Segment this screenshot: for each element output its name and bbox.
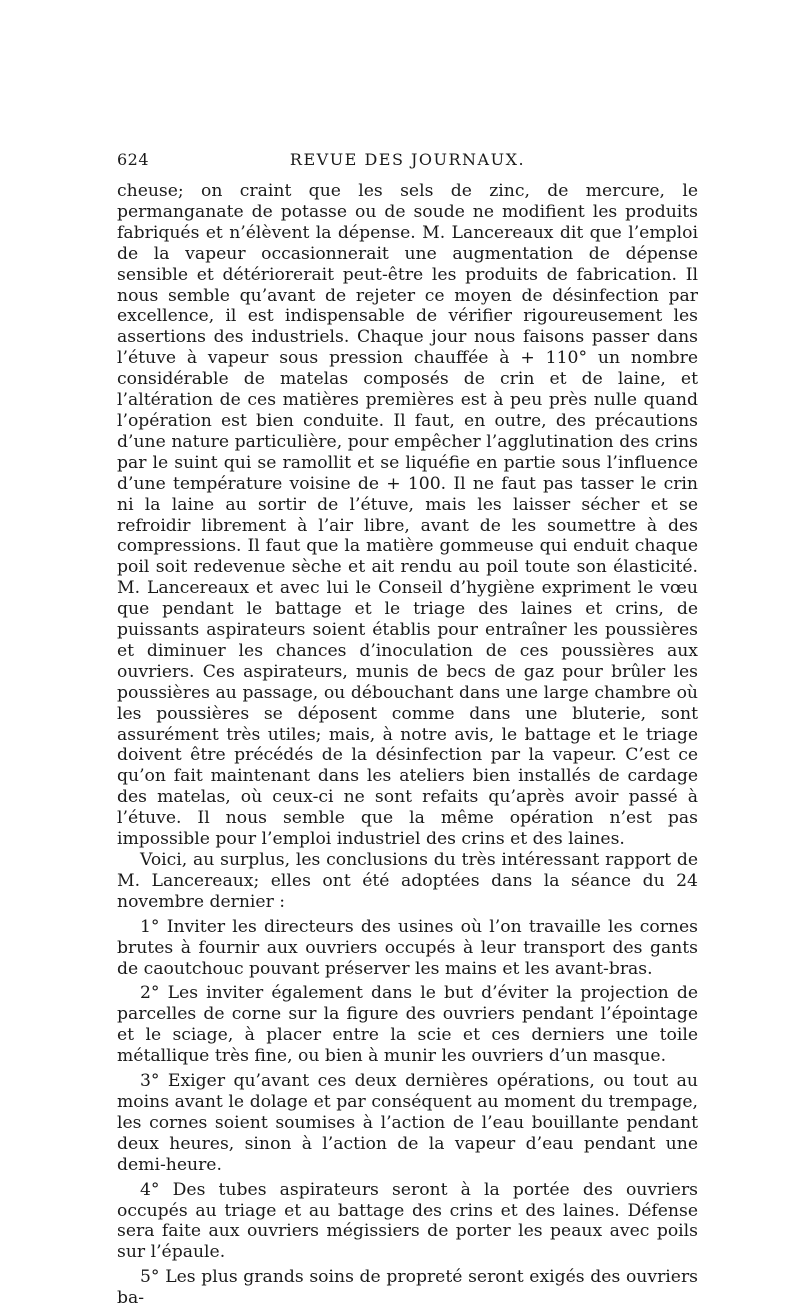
paragraph: cheuse; on craint que les sels de zinc, de mercure, le permanganate de potasse ou de soude ne modifient les produits fabriqués et n’élèvent la dépense. M. Lancereaux dit que l’emploi de la vapeur occasionnerait une augmentation de dépense sensible et détériorerait peut-être les produits de fabrication. Il nous semble qu’avant de rejeter ce moyen de désinfection par excellence, il est indispensable de vérifier rigoureusement les assertions des industriels. Chaque jour nous faisons passer dans l’étuve à vapeur sous pression chauffée à + 110° un nombre considérable de matelas composés de crin et de laine, et l’altération de ces matières premières est à peu près nulle quand l’opération est bien conduite. Il faut, en outre, des précautions d’une nature particulière, pour empêcher l’agglutination des crins par le suint qui se ramollit et se liquéfie en partie sous l’influence d’une température voisine de + 100. Il ne faut pas tasser le crin ni la laine au sortir de l’étuve, mais les laisser sécher et se refroidir librement à l’air libre, avant de les soumettre à des compressions. Il faut que la matière gommeuse qui enduit chaque poil soit redevenue sèche et ait rendu au poil toute son élasticité. M. Lancereaux et avec lui le Conseil d’hygiène expriment le vœu que pendant le battage et le triage des laines et crins, de puissants aspirateurs soient établis pour entraîner les poussières et diminuer les chances d’inoculation de ces poussières aux ouvriers. Ces aspirateurs, munis de becs de gaz pour brûler les poussières au passage, ou débouchant dans une large chambre où les poussières se déposent comme dans une bluterie, sont assurément très utiles; mais, à notre avis, le battage et le triage doivent être précédés de la désinfection par la vapeur. C’est ce qu’on fait maintenant dans les ateliers bien installés de cardage des matelas, où ceux-ci ne sont refaits qu’après avoir passé à l’étuve. Il nous semble que la même opération n’est pas impossible pour l’emploi industriel des crins et des laines. bbox=[117, 181, 698, 850]
conclusion-item: 4° Des tubes aspirateurs seront à la portée des ouvriers occupés au triage et au battage des crins et des laines. Défense sera faite aux ouvriers mégissiers de porter les peaux avec poils sur l’épaule. bbox=[117, 1179, 698, 1263]
conclusion-item: 3° Exiger qu’avant ces deux dernières opérations, ou tout au moins avant le dolage et par conséquent au moment du trempage, les cornes soient soumises à l’action de l’eau bouillante pendant deux heures, sinon à l’action de la vapeur d’eau pendant une demi-heure. bbox=[117, 1071, 698, 1175]
running-head: REVUE DES JOURNAUX. bbox=[289, 150, 526, 169]
conclusion-item: 1° Inviter les directeurs des usines où l’on travaille les cornes brutes à fournir aux ouvriers occupés à leur transport des gants de caoutchouc pouvant préserver les mains et les avant-bras. bbox=[117, 916, 698, 979]
page-number: 624 bbox=[117, 150, 150, 169]
conclusion-item: 2° Les inviter également dans le but d’éviter la projection de parcelles de corne sur la figure des ouvriers pendant l’épointage et le sciage, à placer entre la scie et ces derniers une toile métallique très fine, ou bien à munir les ouvriers d’un masque. bbox=[117, 983, 698, 1067]
body-text bbox=[117, 181, 698, 1309]
conclusion-item: 5° Les plus grands soins de propreté seront exigés des ouvriers ba- bbox=[117, 1267, 698, 1309]
page-header bbox=[117, 150, 698, 174]
paragraph: Voici, au surplus, les conclusions du très intéressant rapport de M. Lancereaux; elles ont été adoptées dans la séance du 24 novembre dernier : bbox=[117, 850, 698, 912]
